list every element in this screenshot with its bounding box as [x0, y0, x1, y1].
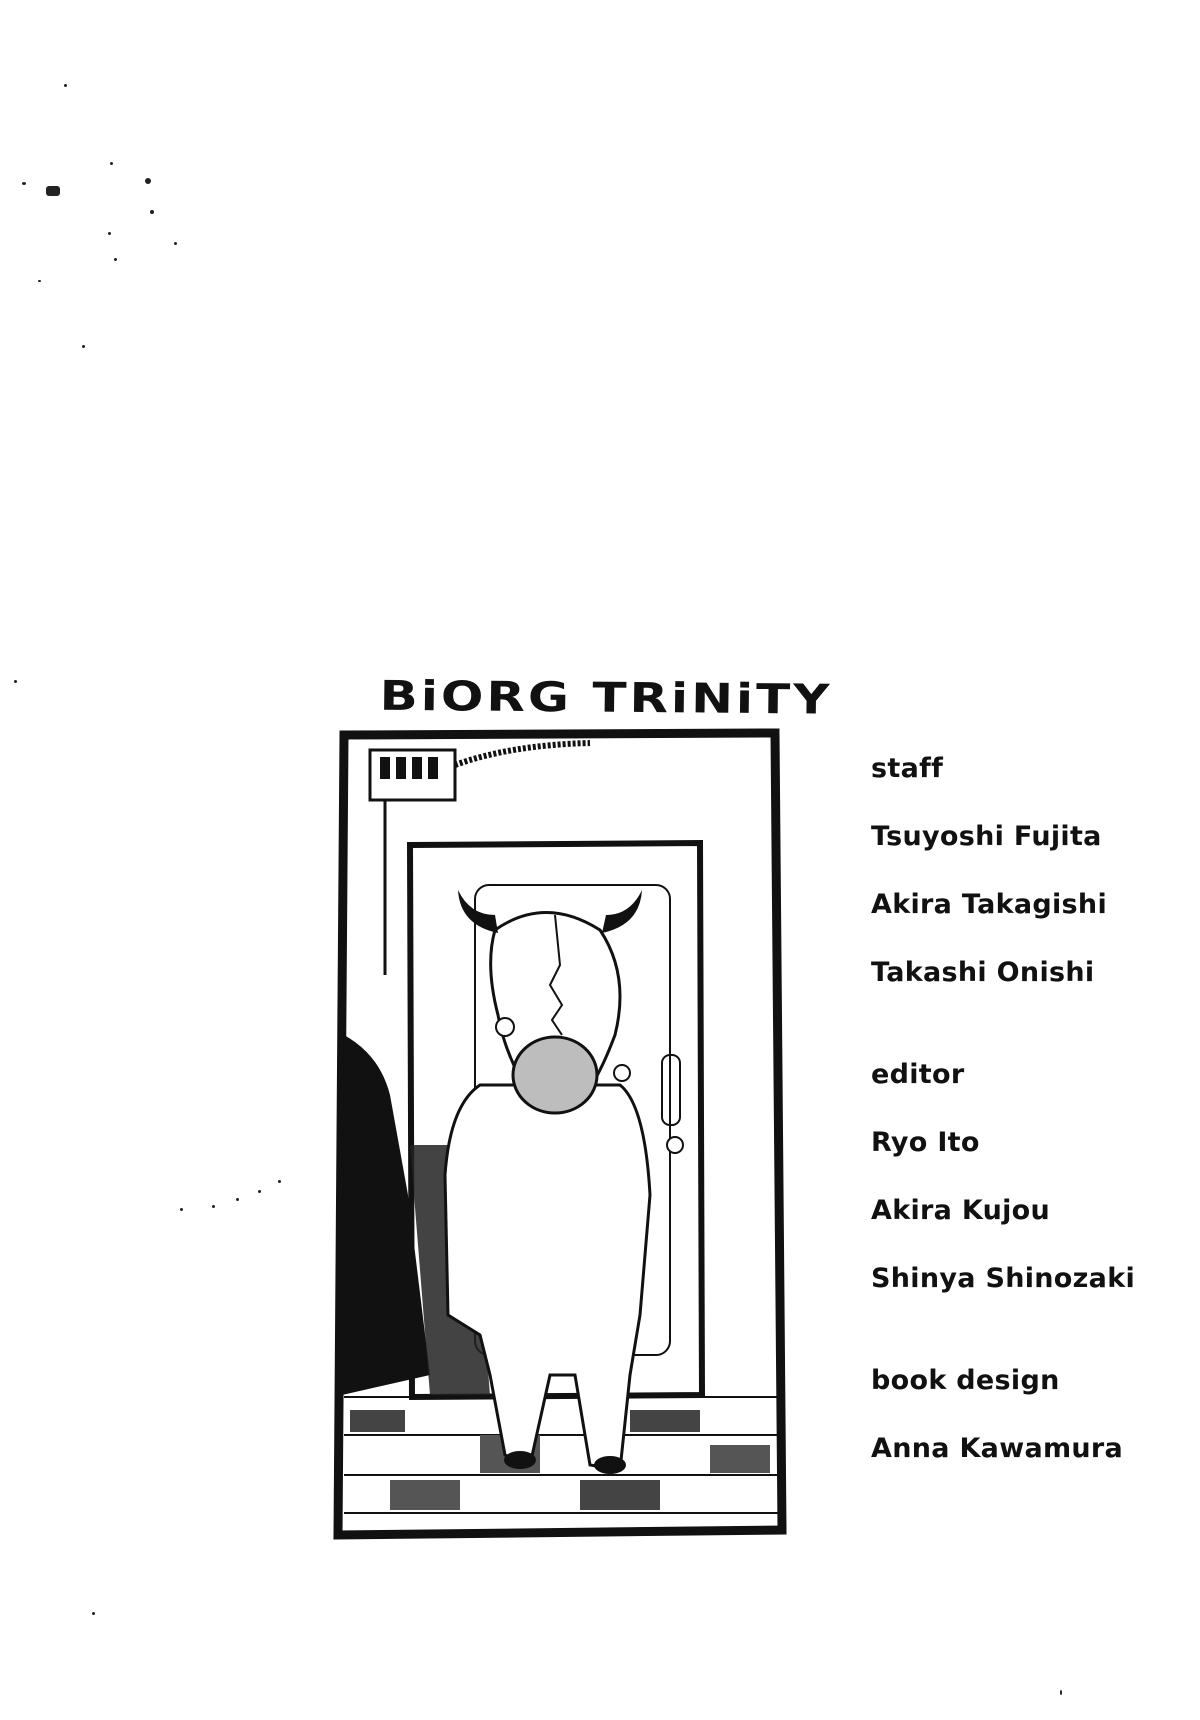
ink-speck	[145, 178, 151, 184]
ink-speck	[1060, 1690, 1062, 1695]
credit-name: Tsuyoshi Fujita	[871, 821, 1102, 852]
ink-speck	[14, 680, 17, 683]
credit-role-book-design: book design	[871, 1365, 1060, 1396]
ink-speck	[92, 1612, 95, 1615]
ink-speck	[64, 84, 67, 87]
ink-speck	[110, 162, 113, 165]
credit-name: Takashi Onishi	[871, 957, 1095, 988]
ink-speck	[212, 1205, 215, 1208]
ink-speck	[108, 232, 111, 235]
credit-role-staff: staff	[871, 753, 944, 784]
credit-name: Ryo Ito	[871, 1127, 980, 1158]
credit-role-editor: editor	[871, 1059, 965, 1090]
ink-speck	[22, 182, 26, 185]
credit-name: Akira Kujou	[871, 1195, 1051, 1226]
ink-speck	[278, 1180, 281, 1183]
ink-speck	[38, 280, 41, 282]
credit-name: Anna Kawamura	[871, 1433, 1124, 1464]
credit-name: Akira Takagishi	[871, 889, 1108, 920]
illustration-title: BiORG TRiNiTY	[379, 672, 833, 724]
cover-illustration	[330, 675, 790, 1550]
ink-speck	[174, 242, 177, 245]
ink-speck	[114, 258, 117, 261]
ink-speck	[46, 186, 60, 196]
ink-speck	[236, 1198, 239, 1201]
ink-speck	[258, 1190, 261, 1193]
credits-list	[871, 752, 1191, 1466]
ink-speck	[82, 345, 85, 348]
bull-mask-figure-icon	[330, 675, 790, 1550]
credit-name: Shinya Shinozaki	[871, 1263, 1136, 1294]
ink-speck	[180, 1208, 183, 1211]
ink-speck	[150, 210, 154, 214]
